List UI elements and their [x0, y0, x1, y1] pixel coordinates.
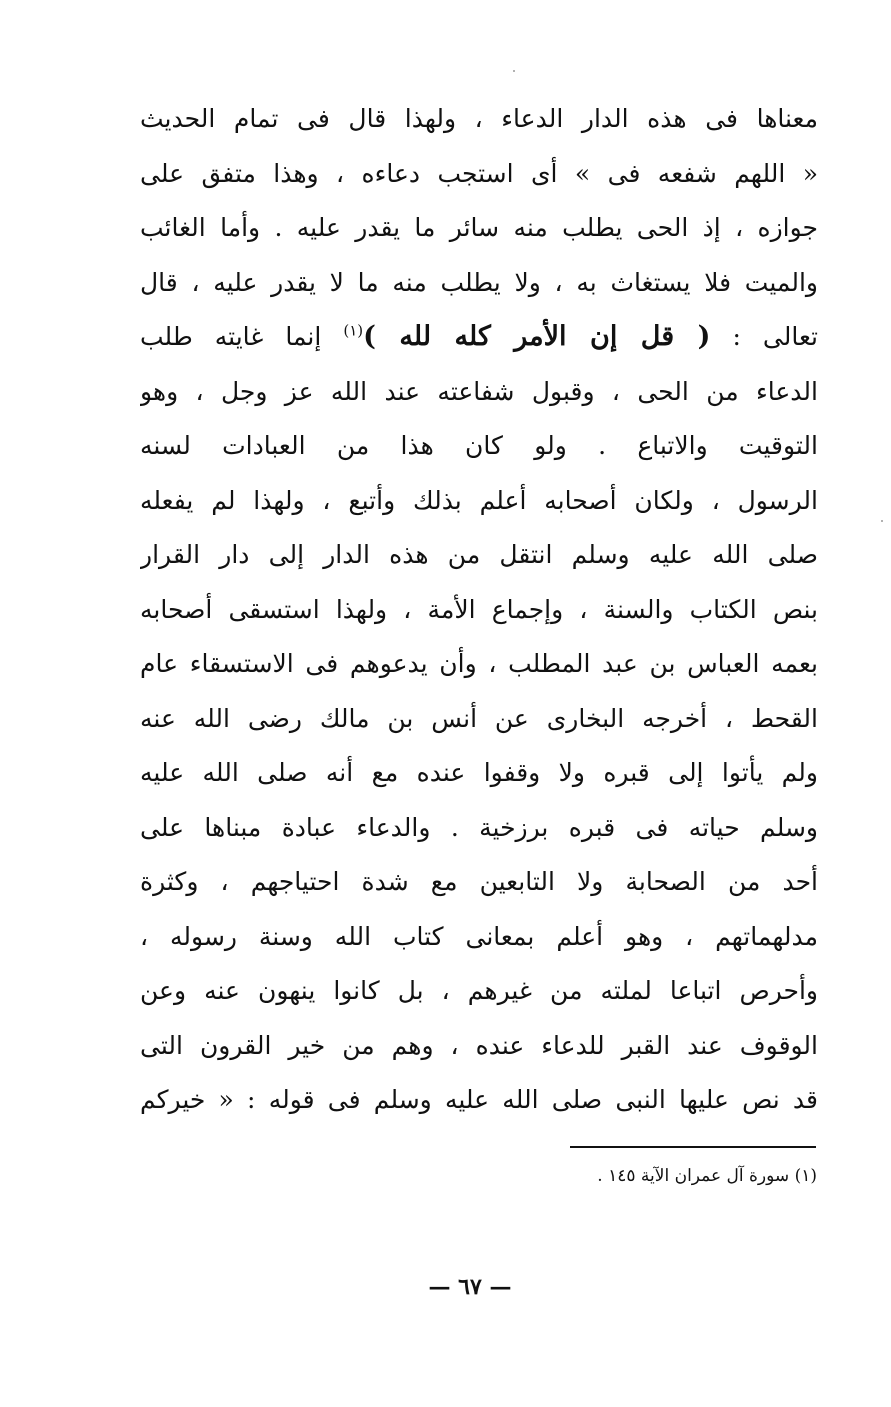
body-line: والميت فلا يستغاث به ، ولا يطلب منه ما لا يقدر عليه ، قال [140, 267, 818, 297]
body-line: « اللهم شفعه فى » أى استجب دعاءه ، وهذا متفق على [140, 158, 818, 188]
page-speck [513, 70, 515, 72]
body-line: التوقيت والاتباع . ولو كان هذا من العبادات لسنه [140, 431, 818, 460]
footnote-mark: (١) [343, 321, 364, 340]
body-line: الدعاء من الحى ، وقبول شفاعته عند الله عز وجل ، وهو [140, 376, 818, 406]
body-line: الوقوف عند القبر للدعاء عنده ، وهم من خير القرون التى [140, 1030, 818, 1060]
body-line: وسلم حياته فى قبره برزخية . والدعاء عبادة مبناها على [140, 812, 818, 842]
body-line: مدلهماتهم ، وهو أعلم بمعانى كتاب الله وسنة رسوله ، [140, 921, 818, 951]
footnote: (١) سورة آل عمران الآية ١٤٥ . [597, 1166, 817, 1186]
body-line: القحط ، أخرجه البخارى عن أنس بن مالك رضى الله عنه [140, 703, 818, 733]
body-line: معناها فى هذه الدار الدعاء ، ولهذا قال فى تمام الحديث [140, 104, 818, 133]
verse-intro: تعالى : [710, 322, 818, 351]
body-text [140, 92, 818, 1128]
body-line-verse [140, 310, 818, 365]
page-speck [881, 520, 883, 522]
page-number: — ٦٧ — [428, 1274, 512, 1300]
body-line: بنص الكتاب والسنة ، وإجماع الأمة ، ولهذا استسقى أصحابه [140, 594, 818, 624]
body-line: صلى الله عليه وسلم انتقل من هذه الدار إلى دار القرار [140, 540, 818, 569]
body-line: أحد من الصحابة ولا التابعين مع شدة احتياجهم ، وكثرة [140, 867, 818, 896]
verse-continuation: إنما غايته طلب [140, 322, 344, 351]
body-line: بعمه العباس بن عبد المطلب ، وأن يدعوهم فى الاستسقاء عام [140, 649, 818, 678]
body-line: قد نص عليها النبى صلى الله عليه وسلم فى قوله : « خيركم [140, 1085, 818, 1114]
body-line: جوازه ، إذ الحى يطلب منه سائر ما يقدر عليه . وأما الغائب [140, 213, 818, 242]
body-line: ولم يأتوا إلى قبره ولا وقفوا عنده مع أنه صلى الله عليه [140, 758, 818, 787]
body-line: الرسول ، ولكان أصحابه أعلم بذلك وأتبع ، ولهذا لم يفعله [140, 485, 818, 515]
quran-verse: ( قل إن الأمر كله لله ) [363, 321, 711, 352]
footnote-divider [570, 1146, 816, 1148]
body-line: وأحرص اتباعا لملته من غيرهم ، بل كانوا ينهون عنه وعن [140, 976, 818, 1005]
